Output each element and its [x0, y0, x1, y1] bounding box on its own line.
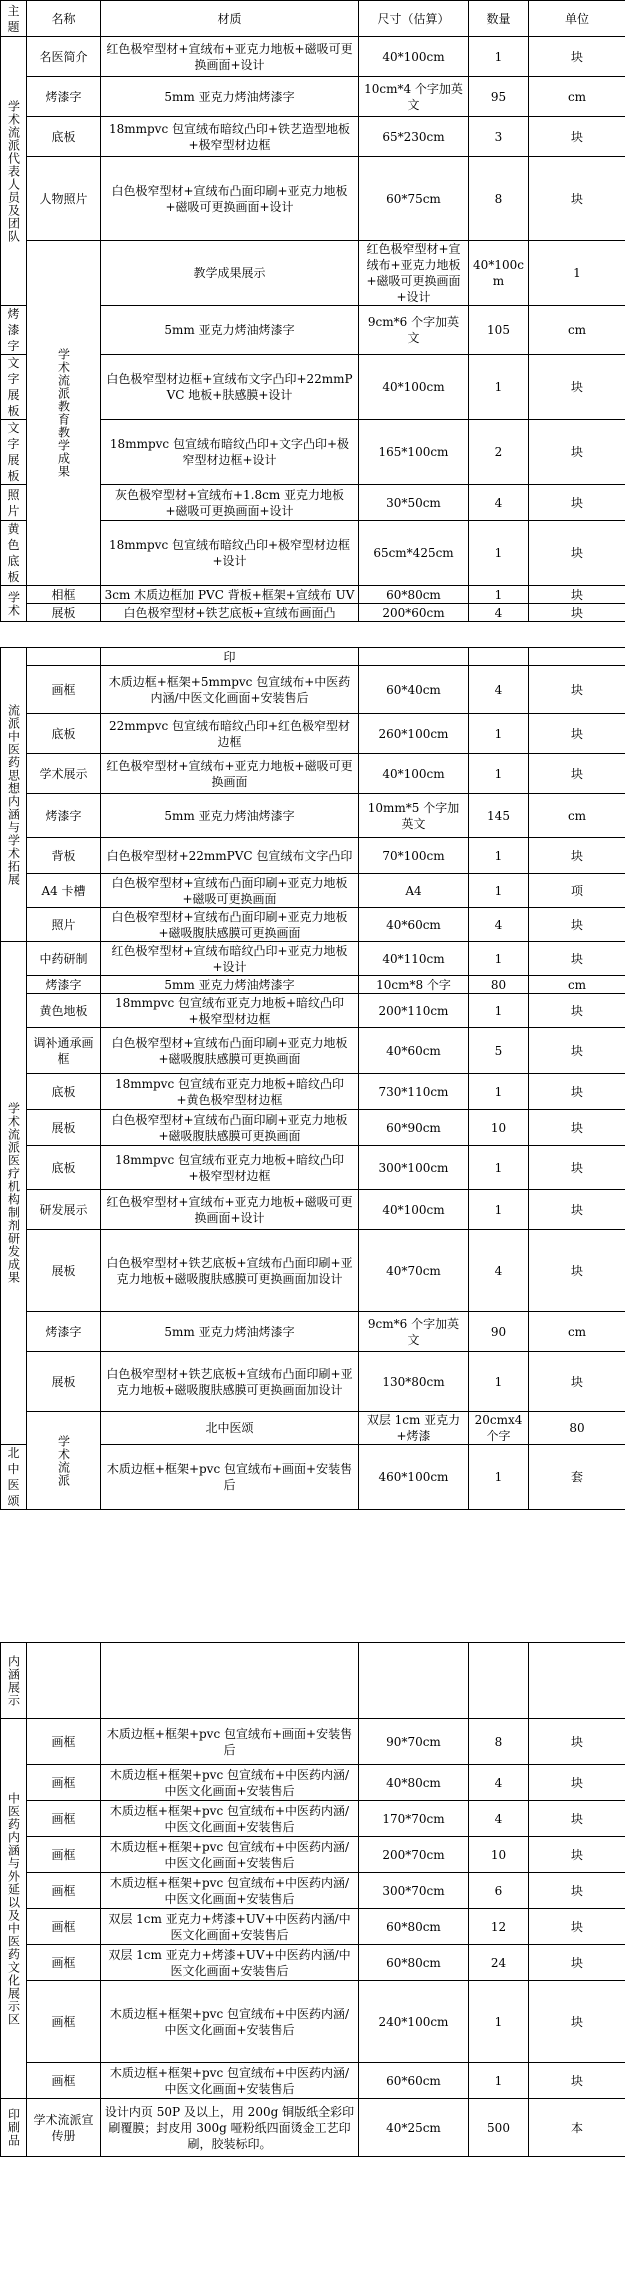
size-cell: 40*25cm	[359, 2099, 469, 2157]
table-row	[1, 1801, 625, 1837]
material-cell: 木质边框+框架+5mmpvc 包宣绒布+中医药内涵/中医文化画面+安装售后	[101, 666, 359, 714]
material-cell: 5mm 亚克力烤油烤漆字	[101, 976, 359, 994]
material-cell: 白色极窄型材+宣绒布凸面印刷+亚克力地板+磁吸可更换画面	[101, 874, 359, 908]
table-row	[1, 586, 625, 604]
unit-cell: 块	[529, 994, 625, 1028]
table-row	[1, 754, 625, 794]
table-row	[1, 117, 625, 157]
material-cell: 白色极窄型材+宣绒布凸面印刷+亚克力地板+磁吸可更换画面+设计	[101, 157, 359, 241]
size-cell: 9cm*6 个字加英文	[359, 306, 469, 355]
topic-cell: 内涵展示	[1, 1643, 27, 1719]
name-cell: 背板	[27, 838, 101, 874]
material-cell: 18mmpvc 包宣绒布暗纹凸印+文字凸印+极窄型材边框+设计	[101, 420, 359, 485]
material-cell: 白色极窄型材+22mmPVC 包宣绒布文字凸印	[101, 838, 359, 874]
material-cell: 5mm 亚克力烤油烤漆字	[101, 1312, 359, 1352]
unit-cell: 块	[529, 1230, 625, 1312]
name-cell: 画框	[27, 2063, 101, 2099]
material-cell: 3cm 木质边框加 PVC 背板+框架+宣绒布 UV	[101, 586, 359, 604]
table-row	[1, 1074, 625, 1110]
size-cell: 60*80cm	[359, 1909, 469, 1945]
name-cell: 画框	[27, 1765, 101, 1801]
unit-cell: 块	[529, 1801, 625, 1837]
table-row	[1, 976, 625, 994]
size-cell: 200*60cm	[359, 604, 469, 622]
name-cell: 调补通承画框	[27, 1028, 101, 1074]
unit-cell: 块	[529, 1110, 625, 1146]
unit-cell: 项	[529, 874, 625, 908]
size-cell	[359, 1643, 469, 1719]
size-cell: 10cm*4 个字加英文	[359, 77, 469, 117]
size-cell	[359, 648, 469, 666]
material-cell: 木质边框+框架+pvc 包宣绒布+中医药内涵/中医文化画面+安装售后	[101, 1765, 359, 1801]
size-cell: 40*100cm	[359, 37, 469, 77]
table-row	[1, 604, 625, 622]
unit-cell: 块	[529, 420, 625, 485]
size-cell: 165*100cm	[359, 420, 469, 485]
material-cell: 18mmpvc 包宣绒布亚克力地板+暗纹凸印+极窄型材边框	[101, 1146, 359, 1190]
header-qty: 数量	[469, 1, 529, 37]
table-row	[1, 648, 625, 666]
size-cell: 170*70cm	[359, 1801, 469, 1837]
unit-cell: 块	[529, 754, 625, 794]
table-row	[1, 37, 625, 77]
size-cell: 60*75cm	[359, 157, 469, 241]
table-row	[1, 666, 625, 714]
table-row	[1, 874, 625, 908]
header-name: 名称	[27, 1, 101, 37]
qty-cell: 24	[469, 1945, 529, 1981]
size-cell: 40*100cm	[359, 1190, 469, 1230]
unit-cell: 块	[529, 355, 625, 420]
qty-cell: 105	[469, 306, 529, 355]
name-cell: 画框	[27, 1873, 101, 1909]
table-row	[1, 1837, 625, 1873]
material-cell: 白色极窄型材边框+宣绒布文字凸印+22mmPVC 地板+肤感膜+设计	[101, 355, 359, 420]
unit-cell: 块	[529, 604, 625, 622]
table-row	[1, 77, 625, 117]
material-cell: 白色极窄型材+宣绒布凸面印刷+亚克力地板+磁吸腹肤感膜可更换画面	[101, 1110, 359, 1146]
size-cell: 65cm*425cm	[359, 521, 469, 586]
qty-cell: 3	[469, 117, 529, 157]
name-cell: 展板	[27, 1230, 101, 1312]
table-row	[1, 1312, 625, 1352]
size-cell: 60*80cm	[359, 1945, 469, 1981]
unit-cell: 块	[529, 1146, 625, 1190]
unit-cell: 块	[529, 37, 625, 77]
size-cell: 200*110cm	[359, 994, 469, 1028]
table-row	[1, 838, 625, 874]
size-cell: 60*40cm	[359, 666, 469, 714]
name-cell: 学术展示	[27, 754, 101, 794]
material-cell: 双层 1cm 亚克力+烤漆+UV+中医药内涵/中医文化画面+安装售后	[101, 1945, 359, 1981]
name-cell: 烤漆字	[27, 976, 101, 994]
table-row	[1, 1110, 625, 1146]
size-cell: 40*100cm	[469, 241, 529, 306]
unit-cell: 块	[529, 1909, 625, 1945]
qty-cell: 1	[469, 994, 529, 1028]
name-cell: 底板	[27, 117, 101, 157]
materials-table-page-2	[0, 647, 625, 1510]
unit-cell: 块	[529, 1074, 625, 1110]
material-cell: 红色极窄型材+宣绒布+亚克力地板+磁吸可更换画面+设计	[101, 37, 359, 77]
name-cell: 相框	[27, 586, 101, 604]
table-row	[1, 794, 625, 838]
topic-cell: 中医药内涵与外延以及中医药文化展示区	[1, 1719, 27, 2099]
qty-cell: 4	[469, 908, 529, 942]
material-cell: 18mmpvc 包宣绒布亚克力地板+暗纹凸印+黄色极窄型材边框	[101, 1074, 359, 1110]
topic-cell: 印刷品	[1, 2099, 27, 2157]
name-cell: 北中医颂	[101, 1412, 359, 1445]
material-cell: 18mmpvc 包宣绒布暗纹凸印+极窄型材边框+设计	[101, 521, 359, 586]
qty-cell: 95	[469, 77, 529, 117]
unit-cell: 块	[529, 2063, 625, 2099]
name-cell: 中药研制	[27, 942, 101, 976]
name-cell: 画框	[27, 1909, 101, 1945]
size-cell: 40*70cm	[359, 1230, 469, 1312]
table-row	[1, 1146, 625, 1190]
material-cell: 木质边框+框架+pvc 包宣绒布+中医药内涵/中医文化画面+安装售后	[101, 2063, 359, 2099]
table-row	[1, 2099, 625, 2157]
table-row	[1, 1873, 625, 1909]
material-cell: 白色极窄型材+铁艺底板+宣绒布画面凸	[101, 604, 359, 622]
name-cell: 展板	[27, 1352, 101, 1412]
qty-cell: 5	[469, 1028, 529, 1074]
size-cell: 240*100cm	[359, 1981, 469, 2063]
unit-cell: 块	[529, 714, 625, 754]
name-cell: 黄色地板	[27, 994, 101, 1028]
name-cell	[27, 1643, 101, 1719]
material-cell: 木质边框+框架+pvc 包宣绒布+中医药内涵/中医文化画面+安装售后	[101, 1801, 359, 1837]
name-cell: 学术流派宣传册	[27, 2099, 101, 2157]
header-unit: 单位	[529, 1, 625, 37]
size-cell: 200*70cm	[359, 1837, 469, 1873]
qty-cell: 1	[469, 1352, 529, 1412]
material-cell: 5mm 亚克力烤油烤漆字	[101, 77, 359, 117]
table-row	[1, 908, 625, 942]
header-row	[1, 1, 625, 37]
unit-cell: 本	[529, 2099, 625, 2157]
name-cell: 照片	[27, 908, 101, 942]
qty-cell: 500	[469, 2099, 529, 2157]
material-cell: 红色极窄型材+宣绒布+亚克力地板+磁吸可更换画面+设计	[359, 241, 469, 306]
name-cell: 烤漆字	[27, 77, 101, 117]
size-cell: 730*110cm	[359, 1074, 469, 1110]
name-cell: A4 卡槽	[27, 874, 101, 908]
qty-cell: 1	[469, 37, 529, 77]
size-cell: 130*80cm	[359, 1352, 469, 1412]
unit-cell: cm	[529, 306, 625, 355]
unit-cell: 块	[529, 1873, 625, 1909]
name-cell	[27, 648, 101, 666]
size-cell: 9cm*6 个字加英文	[359, 1312, 469, 1352]
size-cell: 90*70cm	[359, 1719, 469, 1765]
qty-cell: 1	[469, 714, 529, 754]
size-cell: 30*50cm	[359, 485, 469, 521]
qty-cell: 4	[469, 1230, 529, 1312]
qty-cell: 80	[529, 1412, 625, 1445]
unit-cell	[529, 1643, 625, 1719]
unit-cell: 块	[529, 485, 625, 521]
qty-cell: 80	[469, 976, 529, 994]
table-row	[1, 157, 625, 241]
material-cell: 5mm 亚克力烤油烤漆字	[101, 794, 359, 838]
unit-cell: cm	[529, 77, 625, 117]
topic-cell: 流派中医药思想内涵与学术拓展	[1, 648, 27, 942]
qty-cell: 8	[469, 1719, 529, 1765]
qty-cell: 1	[469, 1146, 529, 1190]
name-cell: 照片	[1, 485, 27, 521]
name-cell: 画框	[27, 1981, 101, 2063]
qty-cell: 1	[469, 838, 529, 874]
name-cell: 烤漆字	[1, 306, 27, 355]
unit-cell: 块	[529, 157, 625, 241]
qty-cell: 1	[469, 586, 529, 604]
size-cell: 40*100cm	[359, 355, 469, 420]
size-cell: 460*100cm	[359, 1445, 469, 1510]
material-cell: 白色极窄型材+宣绒布凸面印刷+亚克力地板+磁吸腹肤感膜可更换画面	[101, 1028, 359, 1074]
qty-cell: 4	[469, 666, 529, 714]
size-cell: 40*110cm	[359, 942, 469, 976]
topic-cell: 学术流派	[27, 1412, 101, 1510]
unit-cell: 块	[529, 1837, 625, 1873]
material-cell: 22mmpvc 包宣绒布暗纹凸印+红色极窄型材边框	[101, 714, 359, 754]
unit-cell: 块	[529, 942, 625, 976]
size-cell: 60*80cm	[359, 586, 469, 604]
material-cell: 18mmpvc 包宣绒布暗纹凸印+铁艺造型地板+极窄型材边框	[101, 117, 359, 157]
topic-cell: 学术流派代表人员及团队	[1, 37, 27, 306]
name-cell: 教学成果展示	[101, 241, 359, 306]
qty-cell: 1	[469, 754, 529, 794]
unit-cell: 套	[529, 1445, 625, 1510]
material-cell: 白色极窄型材+铁艺底板+宣绒布凸面印刷+亚克力地板+磁吸腹肤感膜可更换画面加设计	[101, 1230, 359, 1312]
material-cell: 灰色极窄型材+宣绒布+1.8cm 亚克力地板+磁吸可更换画面+设计	[101, 485, 359, 521]
size-cell: 20cmx4 个字	[469, 1412, 529, 1445]
material-cell: 木质边框+框架+pvc 包宣绒布+画面+安装售后	[101, 1445, 359, 1510]
name-cell: 画框	[27, 1837, 101, 1873]
qty-cell: 4	[469, 485, 529, 521]
size-cell: 70*100cm	[359, 838, 469, 874]
material-cell: 木质边框+框架+pvc 包宣绒布+画面+安装售后	[101, 1719, 359, 1765]
qty-cell: 8	[469, 157, 529, 241]
size-cell: 300*100cm	[359, 1146, 469, 1190]
name-cell: 底板	[27, 1074, 101, 1110]
table-row	[1, 1028, 625, 1074]
qty-cell: 1	[469, 1190, 529, 1230]
qty-cell: 1	[469, 1074, 529, 1110]
size-cell: 60*60cm	[359, 2063, 469, 2099]
topic-cell: 学术	[1, 586, 27, 622]
material-cell: 白色极窄型材+铁艺底板+宣绒布凸面印刷+亚克力地板+磁吸腹肤感膜可更换画面加设计	[101, 1352, 359, 1412]
material-cell: 红色极窄型材+宣绒布+亚克力地板+磁吸可更换画面	[101, 754, 359, 794]
table-row	[1, 1981, 625, 2063]
material-cell: 白色极窄型材+宣绒布凸面印刷+亚克力地板+磁吸腹肤感膜可更换画面	[101, 908, 359, 942]
qty-cell: 1	[469, 874, 529, 908]
table-row	[1, 1412, 625, 1445]
table-row	[1, 2063, 625, 2099]
unit-cell: 块	[529, 521, 625, 586]
material-cell: 18mmpvc 包宣绒布亚克力地板+暗纹凸印+极窄型材边框	[101, 994, 359, 1028]
material-cell: 设计内页 50P 及以上，用 200g 铜版纸全彩印刷覆膜；封皮用 300g 哑粉纸四面烫金工艺印刷，胶装标印。	[101, 2099, 359, 2157]
table-row	[1, 1719, 625, 1765]
unit-cell: 块	[529, 838, 625, 874]
name-cell: 烤漆字	[27, 1312, 101, 1352]
name-cell: 底板	[27, 1146, 101, 1190]
unit-cell: 块	[529, 117, 625, 157]
name-cell: 画框	[27, 1945, 101, 1981]
size-cell: 40*80cm	[359, 1765, 469, 1801]
unit-cell: 块	[529, 1028, 625, 1074]
size-cell: 10cm*8 个字	[359, 976, 469, 994]
qty-cell: 10	[469, 1837, 529, 1873]
material-cell: 双层 1cm 亚克力+烤漆+UV+中医药内涵/中医文化画面+安装售后	[101, 1909, 359, 1945]
name-cell: 展板	[27, 1110, 101, 1146]
unit-cell: 块	[529, 908, 625, 942]
materials-table-page-1	[0, 0, 625, 622]
table-row	[1, 994, 625, 1028]
material-cell: 红色极窄型材+宣绒布暗纹凸印+亚克力地板+设计	[101, 942, 359, 976]
size-cell: 40*60cm	[359, 908, 469, 942]
qty-cell: 1	[469, 1981, 529, 2063]
size-cell: 260*100cm	[359, 714, 469, 754]
qty-cell: 6	[469, 1873, 529, 1909]
unit-cell: cm	[529, 1312, 625, 1352]
unit-cell: 块	[529, 666, 625, 714]
name-cell: 画框	[27, 666, 101, 714]
table-row	[1, 942, 625, 976]
qty-cell	[469, 1643, 529, 1719]
qty-cell: 145	[469, 794, 529, 838]
table-row	[1, 241, 625, 306]
table-row	[1, 1230, 625, 1312]
material-cell: 红色极窄型材+宣绒布+亚克力地板+磁吸可更换画面+设计	[101, 1190, 359, 1230]
name-cell: 文字展板	[1, 355, 27, 420]
qty-cell: 1	[469, 521, 529, 586]
unit-cell: 块	[529, 1981, 625, 2063]
qty-cell: 90	[469, 1312, 529, 1352]
topic-cell: 学术流派教育教学成果	[27, 241, 101, 586]
unit-cell: 块	[529, 1352, 625, 1412]
material-cell: 木质边框+框架+pvc 包宣绒布+中医药内涵/中医文化画面+安装售后	[101, 1873, 359, 1909]
name-cell: 底板	[27, 714, 101, 754]
header-topic: 主题	[1, 1, 27, 37]
material-cell	[101, 1643, 359, 1719]
qty-cell: 1	[469, 2063, 529, 2099]
qty-cell	[469, 648, 529, 666]
qty-cell: 4	[469, 604, 529, 622]
qty-cell: 12	[469, 1909, 529, 1945]
header-size: 尺寸（估算）	[359, 1, 469, 37]
table-row	[1, 1352, 625, 1412]
qty-cell: 4	[469, 1765, 529, 1801]
size-cell: 60*90cm	[359, 1110, 469, 1146]
qty-cell: 2	[469, 420, 529, 485]
size-cell: 40*60cm	[359, 1028, 469, 1074]
size-cell: 10mm*5 个字加英文	[359, 794, 469, 838]
size-cell: 300*70cm	[359, 1873, 469, 1909]
name-cell: 研发展示	[27, 1190, 101, 1230]
qty-cell: 1	[469, 1445, 529, 1510]
name-cell: 烤漆字	[27, 794, 101, 838]
table-row	[1, 1190, 625, 1230]
unit-cell: 块	[529, 586, 625, 604]
unit-cell: 块	[529, 1765, 625, 1801]
material-cell: 木质边框+框架+pvc 包宣绒布+中医药内涵/中医文化画面+安装售后	[101, 1981, 359, 2063]
material-cell: 双层 1cm 亚克力+烤漆	[359, 1412, 469, 1445]
qty-cell: 10	[469, 1110, 529, 1146]
materials-table-page-3	[0, 1642, 625, 2157]
name-cell: 展板	[27, 604, 101, 622]
table-row	[1, 1765, 625, 1801]
table-row	[1, 714, 625, 754]
size-cell: 40*100cm	[359, 754, 469, 794]
unit-cell: 块	[529, 1719, 625, 1765]
name-cell: 黄色底板	[1, 521, 27, 586]
qty-cell: 1	[469, 942, 529, 976]
name-cell: 画框	[27, 1719, 101, 1765]
unit-cell: cm	[529, 794, 625, 838]
name-cell: 人物照片	[27, 157, 101, 241]
unit-cell: cm	[529, 976, 625, 994]
topic-cell: 学术流派医疗机构制剂研发成果	[1, 942, 27, 1445]
unit-cell	[529, 648, 625, 666]
qty-cell: 1	[469, 355, 529, 420]
table-row	[1, 1643, 625, 1719]
name-cell: 文字展板	[1, 420, 27, 485]
table-row	[1, 1945, 625, 1981]
name-cell: 北中医颂	[1, 1445, 27, 1510]
name-cell: 名医简介	[27, 37, 101, 77]
header-material: 材质	[101, 1, 359, 37]
material-cell: 木质边框+框架+pvc 包宣绒布+中医药内涵/中医文化画面+安装售后	[101, 1837, 359, 1873]
material-cell: 5mm 亚克力烤油烤漆字	[101, 306, 359, 355]
qty-cell: 1	[529, 241, 625, 306]
qty-cell: 4	[469, 1801, 529, 1837]
name-cell: 画框	[27, 1801, 101, 1837]
material-cell: 印	[101, 648, 359, 666]
size-cell: 65*230cm	[359, 117, 469, 157]
size-cell: A4	[359, 874, 469, 908]
table-row	[1, 1909, 625, 1945]
unit-cell: 块	[529, 1190, 625, 1230]
unit-cell: 块	[529, 1945, 625, 1981]
